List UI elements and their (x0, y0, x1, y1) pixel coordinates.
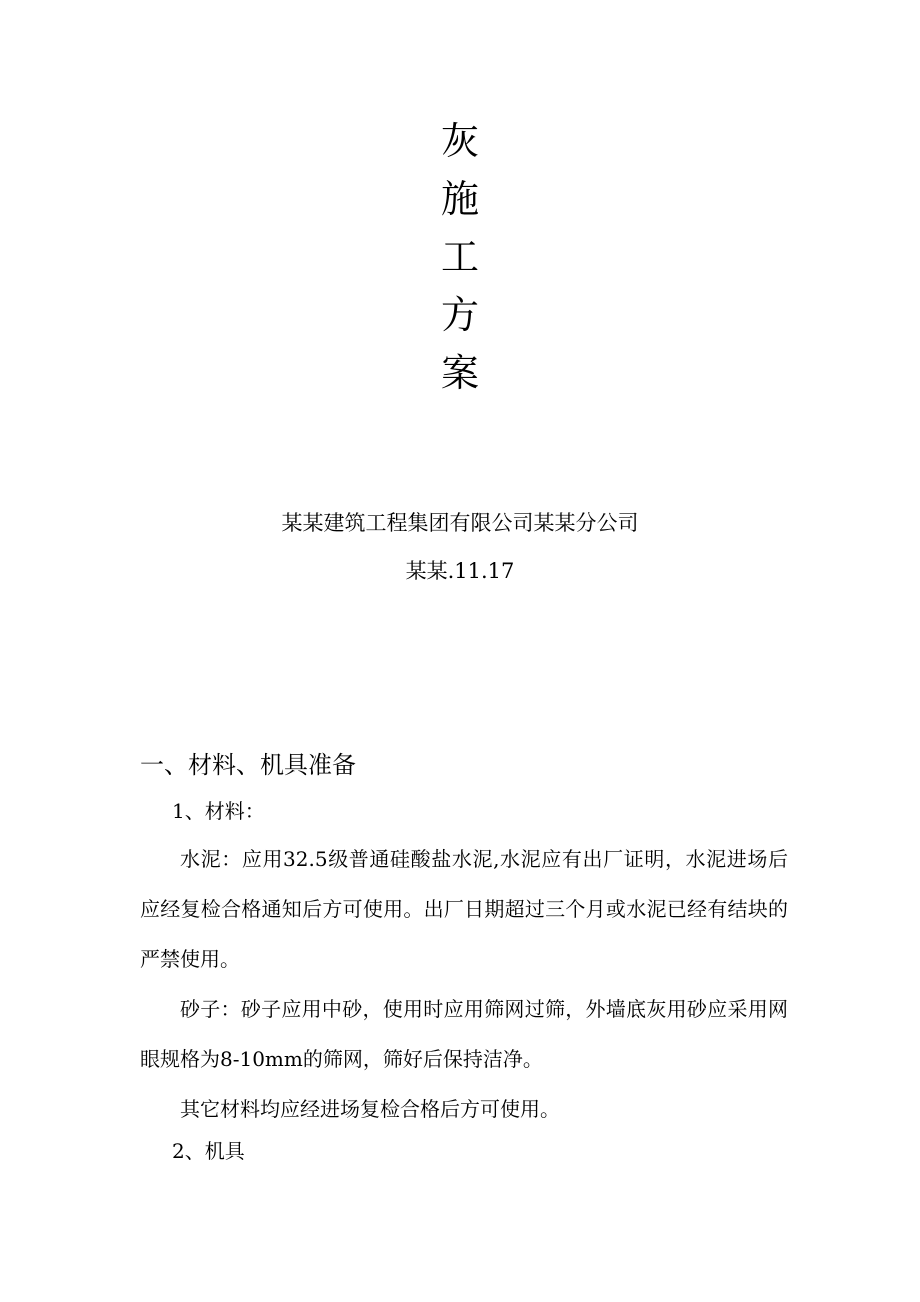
title-char: 施 (440, 177, 479, 221)
sand-paragraph: 砂子：砂子应用中砂，使用时应用筛网过筛，外墙底灰用砂应采用网眼规格为8-10mm的筛网，筛好后保持洁净。 (140, 997, 788, 1071)
document-date: 某某.11.17 (405, 559, 515, 583)
cement-paragraph: 水泥：应用32.5级普通硅酸盐水泥,水泥应有出厂证明，水泥进场后应经复检合格通知后方可使用。出厂日期超过三个月或水泥已经有结块的严禁使用。 (140, 847, 788, 971)
other-materials-paragraph: 其它材料均应经进场复检合格后方可使用。 (180, 1097, 560, 1121)
title-char: 灰 (440, 119, 479, 163)
title-char: 工 (440, 235, 479, 279)
title-char: 方 (440, 293, 479, 337)
document-title (0, 112, 920, 402)
company-name: 某某建筑工程集团有限公司某某分公司 (281, 511, 639, 535)
title-char: 案 (440, 351, 479, 395)
materials-heading: 1、材料： (172, 799, 265, 823)
tools-heading: 2、机具 (172, 1139, 245, 1163)
section-heading: 一、材料、机具准备 (140, 751, 356, 779)
